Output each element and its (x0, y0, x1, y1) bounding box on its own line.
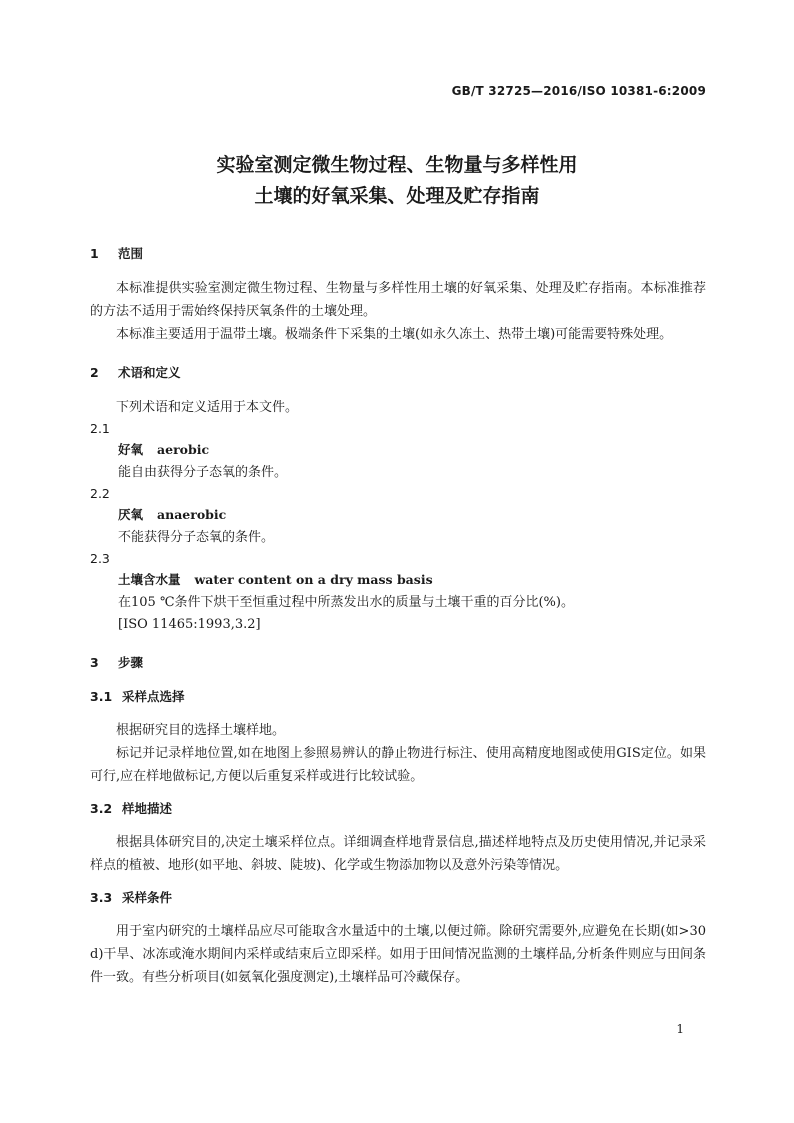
subsection-title: 采样条件 (122, 890, 173, 905)
section-3-heading (90, 652, 706, 674)
paragraph: 本标准主要适用于温带土壤。极端条件下采集的土壤(如永久冻土、热带土壤)可能需要特殊处理。 (116, 327, 673, 342)
term-number: 2.3 (90, 551, 110, 566)
subsection-title: 样地描述 (122, 801, 173, 816)
term-number: 2.1 (90, 421, 110, 436)
subsection-3-3-heading (90, 887, 706, 909)
subsection-number: 3.1 (90, 689, 113, 704)
subsection-3-1-heading (90, 686, 706, 708)
page-number: 1 (676, 1022, 684, 1036)
paragraph: 根据研究目的选择土壤样地。 (116, 723, 286, 738)
term-definition: 在105 ℃条件下烘干至恒重过程中所蒸发出水的质量与土壤干重的百分比(%)。 (118, 595, 574, 610)
term-zh: 土壤含水量 (118, 572, 181, 587)
term-en: anaerobic (157, 507, 227, 522)
section-title: 步骤 (118, 655, 144, 670)
title-line-1: 实验室测定微生物过程、生物量与多样性用 (216, 154, 578, 176)
title-line-2: 土壤的好氧采集、处理及贮存指南 (254, 185, 540, 207)
section-2-heading (90, 362, 706, 384)
term-definition: 能自由获得分子态氧的条件。 (118, 465, 288, 480)
term-entry (90, 439, 706, 462)
paragraph: 下列术语和定义适用于本文件。 (116, 400, 299, 415)
paragraph: 用于室内研究的土壤样品应尽可能取含水量适中的土壤,以便过筛。除研究需要外,应避免在长期(如>30 d)干旱、冰冻或淹水期间内采样或结束后立即采样。如用于田间情况监测的土壤样品,分析条件则应与田间条件一致。有些分析项目(如氨氧化强度测定),土壤样品可冷藏保存。 (90, 924, 706, 985)
term-en: water content on a dry mass basis (194, 572, 433, 587)
subsection-3-2-heading (90, 798, 706, 820)
term-reference: [ISO 11465:1993,3.2] (118, 617, 261, 632)
term-entry (90, 569, 706, 592)
standard-number: GB/T 32725—2016/ISO 10381-6:2009 (451, 84, 706, 98)
document-body (90, 243, 706, 989)
section-number: 2 (90, 365, 99, 380)
section-number: 1 (90, 246, 99, 261)
term-number: 2.2 (90, 486, 110, 501)
paragraph: 标记并记录样地位置,如在地图上参照易辨认的静止物进行标注、使用高精度地图或使用GIS定位。如果可行,应在样地做标记,方便以后重复采样或进行比较试验。 (90, 746, 706, 784)
term-zh: 厌氧 (118, 507, 144, 522)
section-title: 术语和定义 (118, 365, 181, 380)
subsection-number: 3.3 (90, 890, 113, 905)
term-entry (90, 504, 706, 527)
section-number: 3 (90, 655, 99, 670)
section-title: 范围 (118, 246, 144, 261)
term-en: aerobic (157, 442, 210, 457)
term-zh: 好氧 (118, 442, 144, 457)
subsection-number: 3.2 (90, 801, 113, 816)
paragraph: 本标准提供实验室测定微生物过程、生物量与多样性用土壤的好氧采集、处理及贮存指南。本标准推荐的方法不适用于需始终保持厌氧条件的土壤处理。 (90, 281, 706, 319)
document-title (0, 150, 794, 212)
term-definition: 不能获得分子态氧的条件。 (118, 530, 275, 545)
section-1-heading (90, 243, 706, 265)
paragraph: 根据具体研究目的,决定土壤采样位点。详细调查样地背景信息,描述样地特点及历史使用情况,并记录采样点的植被、地形(如平地、斜坡、陡坡)、化学或生物添加物以及意外污染等情况。 (90, 835, 706, 873)
subsection-title: 采样点选择 (122, 689, 185, 704)
